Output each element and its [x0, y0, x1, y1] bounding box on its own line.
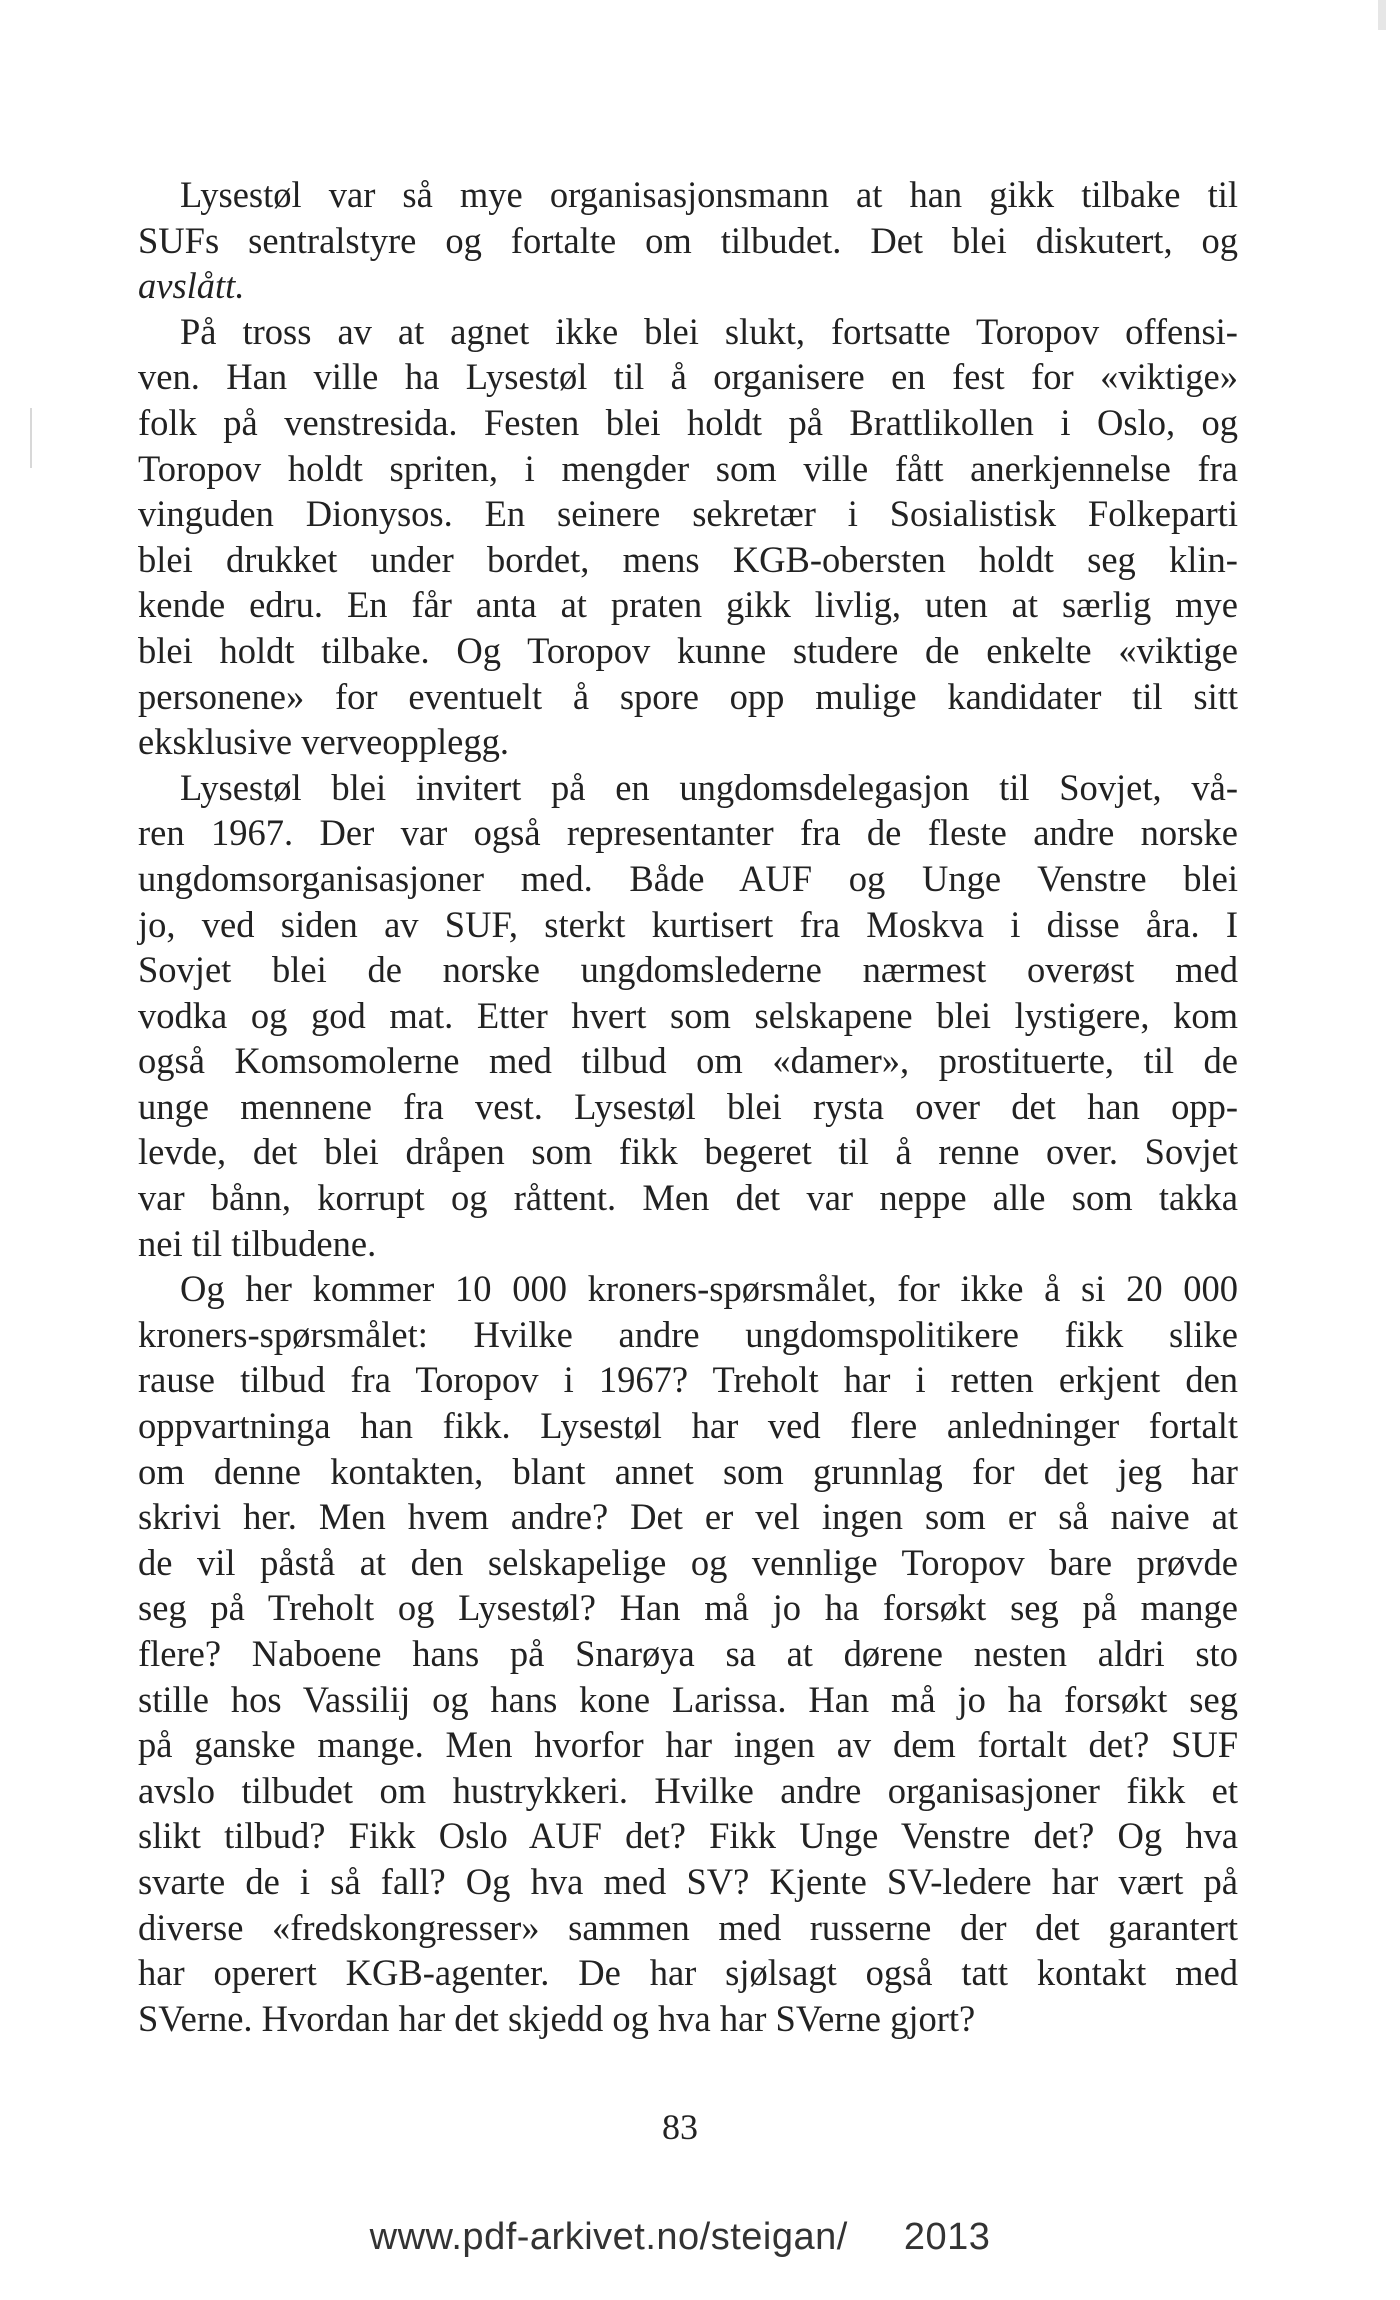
text-line: Lysestøl blei invitert på en ungdomsdelegasjon til Sovjet, vå- [180, 766, 1238, 808]
text-line: eksklusive verveopplegg. [138, 721, 509, 763]
text-line: levde, det blei dråpen som fikk begeret til å renne over. Sovjet [138, 1131, 1238, 1173]
footer-url: www.pdf-arkivet.no/steigan/ [369, 2216, 848, 2258]
text-line: Sovjet blei de norske ungdomslederne nærmest overøst med [138, 949, 1238, 991]
text-line: ven. Han ville ha Lysestøl til å organisere en fest for «viktige» [138, 356, 1238, 398]
text-line: avslått. [138, 265, 245, 307]
text-line: om denne kontakten, blant annet som grunnlag for det jeg har [138, 1450, 1238, 1492]
text-line: Lysestøl var så mye organisasjonsmann at han gikk tilbake til [180, 174, 1239, 215]
text-line: slikt tilbud? Fikk Oslo AUF det? Fikk Unge Venstre det? Og hva [138, 1815, 1238, 1857]
text-line: På tross av at agnet ikke blei slukt, fortsatte Toropov offensi- [180, 310, 1238, 352]
text-line: diverse «fredskongresser» sammen med russerne der det garantert [138, 1906, 1238, 1948]
scan-edge-mark [1378, 0, 1386, 30]
text-line: Toropov holdt spriten, i mengder som ville fått anerkjennelse fra [138, 447, 1238, 489]
text-line: var bånn, korrupt og råttent. Men det var neppe alle som takka [138, 1177, 1238, 1219]
page-number: 83 [662, 2107, 698, 2147]
text-line: personene» for eventuelt å spore opp mulige kandidater til sitt [138, 675, 1238, 717]
text-line: avslo tilbudet om hustrykkeri. Hvilke andre organisasjoner fikk et [138, 1769, 1239, 1811]
text-line: unge mennene fra vest. Lysestøl blei rysta over det han opp- [138, 1085, 1238, 1127]
text-line: SVerne. Hvordan har det skjedd og hva har SVerne gjort? [138, 1997, 976, 2039]
text-line: flere? Naboene hans på Snarøya sa at dørene nesten aldri sto [138, 1633, 1238, 1674]
text-line: kroners-spørsmålet: Hvilke andre ungdomspolitikere fikk slike [138, 1313, 1238, 1355]
text-line: rause tilbud fra Toropov i 1967? Treholt har i retten erkjent den [138, 1359, 1239, 1401]
footer-year: 2013 [903, 2216, 991, 2258]
text-line: seg på Treholt og Lysestøl? Han må jo ha forsøkt seg på mange [138, 1587, 1238, 1629]
text-line: Og her kommer 10 000 kroners-spørsmålet, for ikke å si 20 000 [180, 1268, 1239, 1310]
text-line: vodka og god mat. Etter hvert som selskapene blei lystigere, kom [138, 994, 1238, 1036]
text-line: stille hos Vassilij og hans kone Larissa. Han må jo ha forsøkt seg [138, 1678, 1238, 1720]
text-line: blei holdt tilbake. Og Toropov kunne studere de enkelte «viktige [138, 629, 1238, 671]
text-line: oppvartninga han fikk. Lysestøl har ved flere anledninger fortalt [138, 1405, 1238, 1447]
text-line: skrivi her. Men hvem andre? Det er vel ingen som er så naive at [138, 1496, 1239, 1538]
body-text [138, 172, 1238, 2041]
text-line: svarte de i så fall? Og hva med SV? Kjente SV-ledere har vært på [138, 1860, 1238, 1902]
text-line: nei til tilbudene. [138, 1222, 377, 1264]
text-line: har operert KGB-agenter. De har sjølsagt også tatt kontakt med [138, 1952, 1239, 1994]
text-line: de vil påstå at den selskapelige og vennlige Toropov bare prøvde [138, 1541, 1238, 1583]
margin-mark [30, 408, 32, 468]
text-line: kende edru. En får anta at praten gikk livlig, uten at særlig mye [138, 584, 1238, 626]
text-line: vinguden Dionysos. En seinere sekretær i Sosialistisk Folkeparti [138, 493, 1238, 535]
text-line: også Komsomolerne med tilbud om «damer», prostituerte, til de [138, 1040, 1239, 1082]
text-line: ren 1967. Der var også representanter fra de fleste andre norske [138, 812, 1238, 854]
text-line: på ganske mange. Men hvorfor har ingen av dem fortalt det? SUF [138, 1724, 1239, 1766]
text-line: ungdomsorganisasjoner med. Både AUF og Unge Venstre blei [138, 857, 1238, 899]
text-line: jo, ved siden av SUF, sterkt kurtisert fra Moskva i disse åra. I [138, 903, 1238, 945]
footer [0, 2216, 1360, 2259]
text-line: blei drukket under bordet, mens KGB-obersten holdt seg klin- [138, 538, 1238, 580]
text-line: folk på venstresida. Festen blei holdt på Brattlikollen i Oslo, og [138, 401, 1239, 443]
text-line: SUFs sentralstyre og fortalte om tilbudet. Det blei diskutert, og [138, 219, 1239, 261]
